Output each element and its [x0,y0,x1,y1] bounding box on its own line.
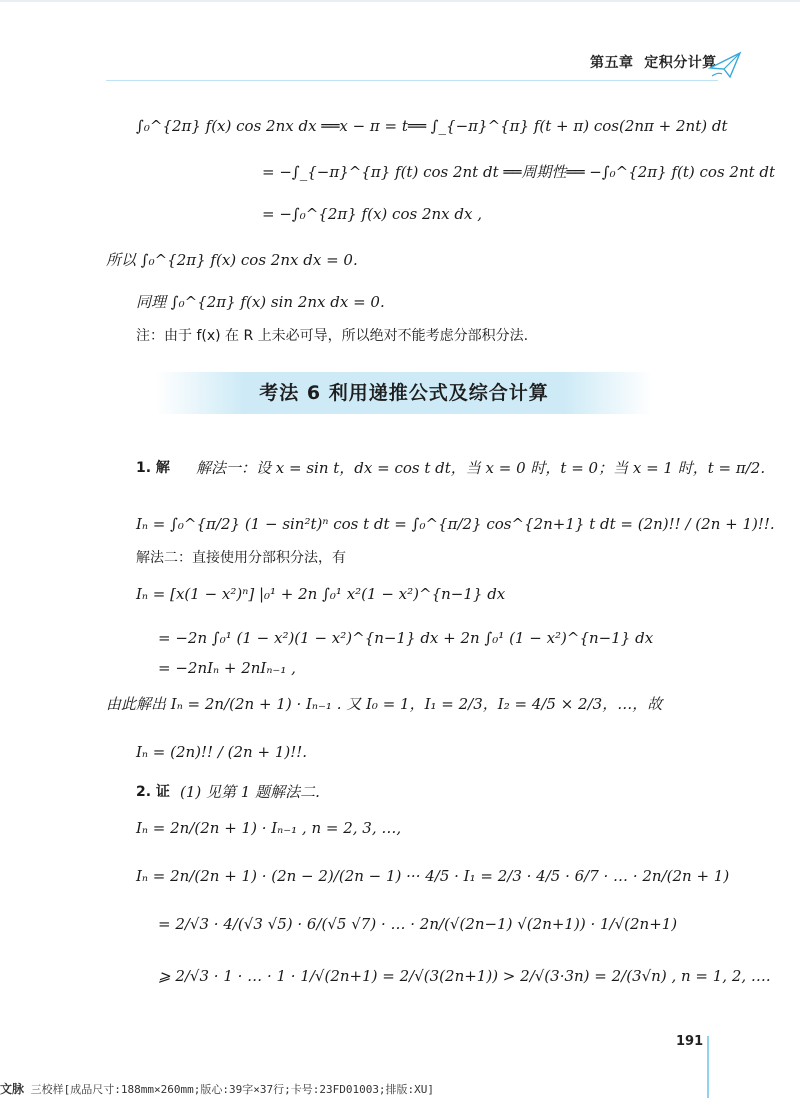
problem-1-label: 1. 解 [136,460,170,476]
problem-2-eq4: ⩾ 2/√3 · 1 · … · 1 · 1/√(2n+1) = 2/√(3(2n+1)) > 2/√(3·3n) = 2/(3√n) , n = 1, 2, …. [158,967,771,985]
footer-proof-info: 三校样[成品尺寸:188mm×260mm;版心:39字×37行;卡号:23FD01003;排版:XU] [24,1083,435,1096]
footer-brand: 文脉 [0,1082,25,1096]
problem-2-eq1: Iₙ = 2n/(2n + 1) · Iₙ₋₁ , n = 2, 3, …, [136,819,402,837]
problem-1-eq2: Iₙ = [x(1 − x²)ⁿ] |₀¹ + 2n ∫₀¹ x²(1 − x²)^{n−1} dx [136,585,506,603]
paper-plane-icon [708,50,742,80]
header-divider [106,80,718,81]
equation-line-1: ∫₀^{2π} f(x) cos 2nx dx ══x − π = t══ ∫_{−π}^{π} f(t + π) cos(2nπ + 2nt) dt [136,117,728,135]
problem-1-solve: 由此解出 Iₙ = 2n/(2n + 1) · Iₙ₋₁ . 又 I₀ = 1，I₁ = 2/3，I₂ = 4/5 × 2/3，…，故 [106,695,663,713]
problem-1-eq3: = −2n ∫₀¹ (1 − x²)(1 − x²)^{n−1} dx + 2n ∫₀¹ (1 − x²)^{n−1} dx [158,629,654,647]
section-label: 定积分计算 [644,55,717,71]
section-title: 考法 6 利用递推公式及综合计算 [259,382,549,404]
problem-1-method2: 解法二：直接使用分部积分法，有 [136,550,346,566]
problem-2-intro: (1) 见第 1 题解法二. [180,783,320,801]
top-rule [0,0,800,2]
equation-line-3: = −∫₀^{2π} f(x) cos 2nx dx , [262,205,482,223]
page-side-rule [707,1036,709,1098]
equation-line-2: = −∫_{−π}^{π} f(t) cos 2nt dt ══周期性══ −∫₀^{2π} f(t) cos 2nt dt [262,163,776,181]
problem-2-label: 2. 证 [136,784,170,800]
problem-2-eq2: Iₙ = 2n/(2n + 1) · (2n − 2)/(2n − 1) ··· 4/5 · I₁ = 2/3 · 4/5 · 6/7 · … · 2n/(2n + 1) [136,867,730,885]
note-text: 注：由于 f(x) 在 R 上未必可导，所以绝对不能考虑分部积分法. [136,328,529,344]
chapter-label: 第五章 [590,55,634,71]
running-header [590,52,717,72]
section-banner [156,372,652,414]
problem-1-result: Iₙ = (2n)!! / (2n + 1)!!. [136,743,308,761]
footer-note [0,1080,560,1098]
conclusion-cos: 所以 ∫₀^{2π} f(x) cos 2nx dx = 0. [106,251,358,269]
problem-1-eq4: = −2nIₙ + 2nIₙ₋₁ , [158,659,296,677]
page-number: 191 [676,1034,704,1049]
problem-1-eq1: Iₙ = ∫₀^{π/2} (1 − sin²t)ⁿ cos t dt = ∫₀^{π/2} cos^{2n+1} t dt = (2n)!! / (2n + 1)!!. [136,515,775,533]
problem-2-eq3: = 2/√3 · 4/(√3 √5) · 6/(√5 √7) · … · 2n/(√(2n−1) √(2n+1)) · 1/√(2n+1) [158,915,678,933]
problem-1-intro: 解法一：设 x = sin t，dx = cos t dt，当 x = 0 时，t = 0；当 x = 1 时，t = π/2. [196,459,766,477]
conclusion-sin: 同理 ∫₀^{2π} f(x) sin 2nx dx = 0. [136,293,385,311]
